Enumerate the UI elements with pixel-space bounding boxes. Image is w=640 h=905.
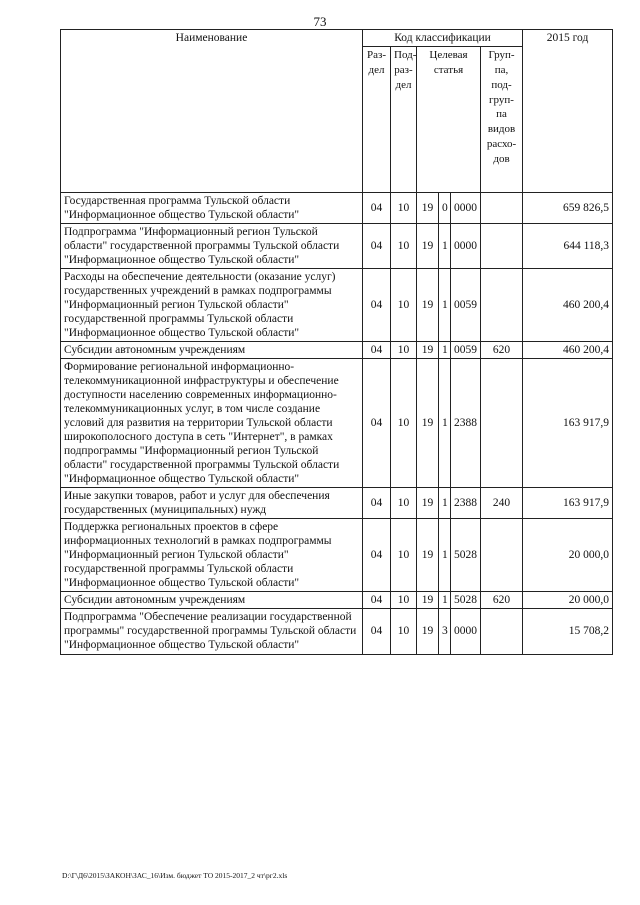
row-target-subprogram: 3	[439, 609, 451, 654]
row-name: Иные закупки товаров, работ и услуг для обеспечения государственных (муниципальных) нужд	[61, 488, 363, 519]
row-subsection: 10	[391, 592, 417, 609]
row-target-subprogram: 1	[439, 519, 451, 592]
row-subsection: 10	[391, 609, 417, 654]
row-amount: 163 917,9	[523, 359, 613, 488]
row-target-subprogram: 1	[439, 592, 451, 609]
row-subsection: 10	[391, 488, 417, 519]
row-target-subprogram: 1	[439, 224, 451, 269]
row-subsection: 10	[391, 342, 417, 359]
table-row	[61, 224, 613, 269]
row-target-direction: 0059	[451, 342, 481, 359]
row-section: 04	[363, 193, 391, 224]
row-name: Подпрограмма "Обеспечение реализации государственной программы" государственной программы Тульской области "Информационное общество Тульской области"	[61, 609, 363, 654]
table-row	[61, 359, 613, 488]
table-body	[61, 193, 613, 654]
row-amount: 460 200,4	[523, 269, 613, 342]
row-amount: 163 917,9	[523, 488, 613, 519]
row-name: Субсидии автономным учреждениям	[61, 342, 363, 359]
row-target-direction: 0059	[451, 269, 481, 342]
row-expense-group	[481, 193, 523, 224]
row-target-program: 19	[417, 609, 439, 654]
header-group: Груп-па, под-груп-па видов расхо-дов	[481, 47, 523, 193]
row-section: 04	[363, 609, 391, 654]
row-subsection: 10	[391, 224, 417, 269]
row-subsection: 10	[391, 269, 417, 342]
row-name: Государственная программа Тульской области "Информационное общество Тульской области"	[61, 193, 363, 224]
table-row	[61, 609, 613, 654]
header-year: 2015 год	[523, 30, 613, 193]
row-amount: 20 000,0	[523, 519, 613, 592]
row-target-direction: 2388	[451, 488, 481, 519]
row-amount: 15 708,2	[523, 609, 613, 654]
row-target-subprogram: 1	[439, 342, 451, 359]
row-subsection: 10	[391, 193, 417, 224]
row-target-direction: 0000	[451, 224, 481, 269]
row-target-program: 19	[417, 592, 439, 609]
table-row	[61, 269, 613, 342]
row-target-direction: 2388	[451, 359, 481, 488]
row-section: 04	[363, 488, 391, 519]
table-row	[61, 342, 613, 359]
row-expense-group: 620	[481, 342, 523, 359]
row-target-program: 19	[417, 224, 439, 269]
row-target-direction: 0000	[451, 609, 481, 654]
row-target-direction: 0000	[451, 193, 481, 224]
row-target-subprogram: 1	[439, 269, 451, 342]
table-row	[61, 519, 613, 592]
row-amount: 644 118,3	[523, 224, 613, 269]
row-target-subprogram: 0	[439, 193, 451, 224]
row-name: Расходы на обеспечение деятельности (оказание услуг) государственных учреждений в рамках подпрограммы "Информационный регион Тульской области" государственной программы Тульской области "Информационное общество Тульской области"	[61, 269, 363, 342]
page-number: 73	[313, 14, 327, 29]
row-name: Поддержка региональных проектов в сфере информационных технологий в рамках подпрограммы "Информационный регион Тульской области" государственной программы Тульской области "Информационное общество Тульской области"	[61, 519, 363, 592]
row-target-program: 19	[417, 519, 439, 592]
header-row-top	[61, 30, 613, 47]
table-row	[61, 488, 613, 519]
row-expense-group: 620	[481, 592, 523, 609]
row-expense-group	[481, 359, 523, 488]
header-subsection: Под-раз-дел	[391, 47, 417, 193]
row-name: Подпрограмма "Информационный регион Тульской области" государственной программы Тульской области "Информационное общество Тульской области"	[61, 224, 363, 269]
row-target-program: 19	[417, 342, 439, 359]
header-section: Раз-дел	[363, 47, 391, 193]
row-target-direction: 5028	[451, 519, 481, 592]
row-section: 04	[363, 269, 391, 342]
table-row	[61, 592, 613, 609]
header-name: Наименование	[61, 30, 363, 193]
row-section: 04	[363, 592, 391, 609]
row-target-subprogram: 1	[439, 488, 451, 519]
header-classification: Код классификации	[363, 30, 523, 47]
row-expense-group	[481, 269, 523, 342]
row-name: Субсидии автономным учреждениям	[61, 592, 363, 609]
row-target-program: 19	[417, 269, 439, 342]
row-expense-group	[481, 224, 523, 269]
row-subsection: 10	[391, 359, 417, 488]
row-expense-group: 240	[481, 488, 523, 519]
row-subsection: 10	[391, 519, 417, 592]
table-row	[61, 193, 613, 224]
header-target-item: Целевая статья	[417, 47, 481, 193]
file-path-footer: D:\Г\Д6\2015\ЗАКОН\ЗАС_16\Изм. бюджет ТО 2015-2017_2 чт\рг2.xls	[62, 871, 288, 880]
row-section: 04	[363, 519, 391, 592]
row-amount: 460 200,4	[523, 342, 613, 359]
row-section: 04	[363, 224, 391, 269]
budget-table	[60, 29, 613, 655]
row-target-program: 19	[417, 488, 439, 519]
row-target-program: 19	[417, 193, 439, 224]
row-section: 04	[363, 342, 391, 359]
row-target-subprogram: 1	[439, 359, 451, 488]
row-expense-group	[481, 519, 523, 592]
row-target-program: 19	[417, 359, 439, 488]
row-target-direction: 5028	[451, 592, 481, 609]
row-section: 04	[363, 359, 391, 488]
row-name: Формирование региональной информационно-телекоммуникационной инфраструктуры и обеспечение доступности населению современных информационно-телекоммуникационных услуг, в том числе создание условий для развития на территории Тульской области широкополосного доступа в сеть "Интернет", в рамках подпрограммы "Информационный регион Тульской области" государственной программы Тульской области "Информационное общество Тульской области"	[61, 359, 363, 488]
row-expense-group	[481, 609, 523, 654]
row-amount: 20 000,0	[523, 592, 613, 609]
row-amount: 659 826,5	[523, 193, 613, 224]
